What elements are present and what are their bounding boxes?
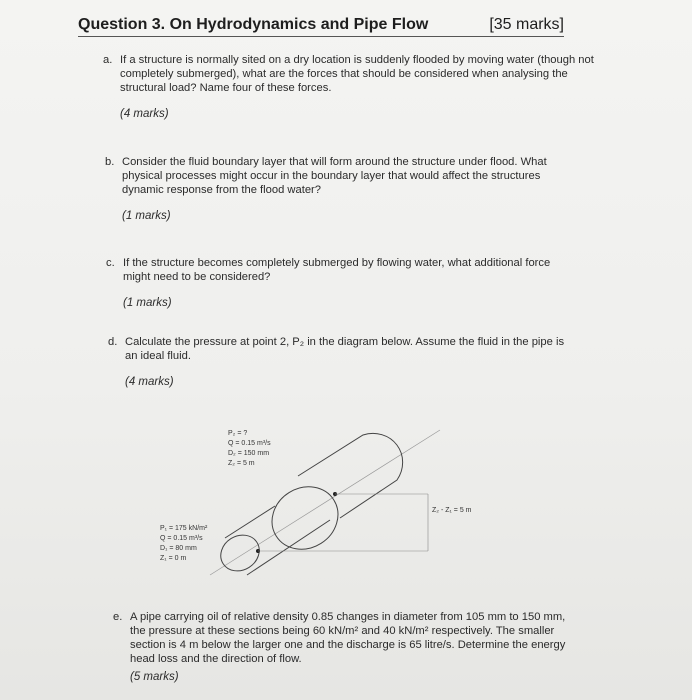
total-marks: [35 marks] bbox=[489, 16, 564, 33]
question-letter: d. bbox=[108, 336, 118, 348]
question-b bbox=[105, 155, 568, 223]
question-marks: (1 marks) bbox=[123, 297, 172, 309]
question-title bbox=[78, 16, 564, 37]
question-heading: Question 3. On Hydrodynamics and Pipe Flow bbox=[78, 16, 429, 33]
p2-label: P₂ = ? bbox=[228, 430, 248, 437]
question-letter: c. bbox=[106, 257, 115, 269]
question-text: If the structure becomes completely submerged by flowing water, what additional force might need to be considered? bbox=[123, 257, 551, 283]
z2-label: Z₂ = 5 m bbox=[228, 460, 255, 467]
question-marks: (5 marks) bbox=[130, 671, 179, 683]
question-c bbox=[106, 256, 563, 310]
q1-label: Q = 0.15 m³/s bbox=[160, 535, 203, 542]
question-marks: (1 marks) bbox=[122, 210, 171, 222]
large-pipe-outline bbox=[298, 433, 403, 518]
question-text: A pipe carrying oil of relative density 0.85 changes in diameter from 105 mm to 150 mm, the pressure at these sections being 60 kN/m² and 40 kN/m² respectively. The smaller section is 4 m below the larger one and the discharge is 65 litre/s. Determine the energy head loss and the direction of flow. bbox=[130, 611, 566, 665]
d1-label: D₁ = 80 mm bbox=[160, 545, 197, 552]
pipe-diagram bbox=[140, 420, 520, 600]
question-letter: e. bbox=[113, 611, 123, 623]
q2-label: Q = 0.15 m³/s bbox=[228, 440, 271, 447]
p1-label: P₁ = 175 kN/m² bbox=[160, 525, 208, 532]
question-marks: (4 marks) bbox=[125, 376, 174, 388]
large-pipe-end bbox=[260, 475, 349, 562]
question-text: Calculate the pressure at point 2, P₂ in the diagram below. Assume the fluid in the pipe is an ideal fluid. bbox=[125, 336, 565, 362]
small-pipe-end bbox=[214, 528, 266, 578]
question-text: Consider the fluid boundary layer that will form around the structure under flood. What physical processes might occur in the boundary layer that would affect the structures dynamic response from the flood water? bbox=[122, 156, 547, 196]
small-pipe-outline bbox=[225, 506, 330, 575]
question-e bbox=[113, 610, 570, 684]
question-letter: b. bbox=[105, 156, 115, 168]
question-d bbox=[108, 335, 577, 389]
question-a bbox=[103, 53, 600, 121]
z1-label: Z₁ = 0 m bbox=[160, 555, 187, 562]
question-letter: a. bbox=[103, 54, 113, 66]
height-label: Z₂ - Z₁ = 5 m bbox=[432, 507, 472, 514]
d2-label: D₂ = 150 mm bbox=[228, 450, 270, 457]
question-text: If a structure is normally sited on a dry location is suddenly flooded by moving water (though not completely submerged), what are the forces that should be considered when analysing the structural load? Name four of these forces. bbox=[120, 54, 594, 94]
question-marks: (4 marks) bbox=[120, 108, 169, 120]
